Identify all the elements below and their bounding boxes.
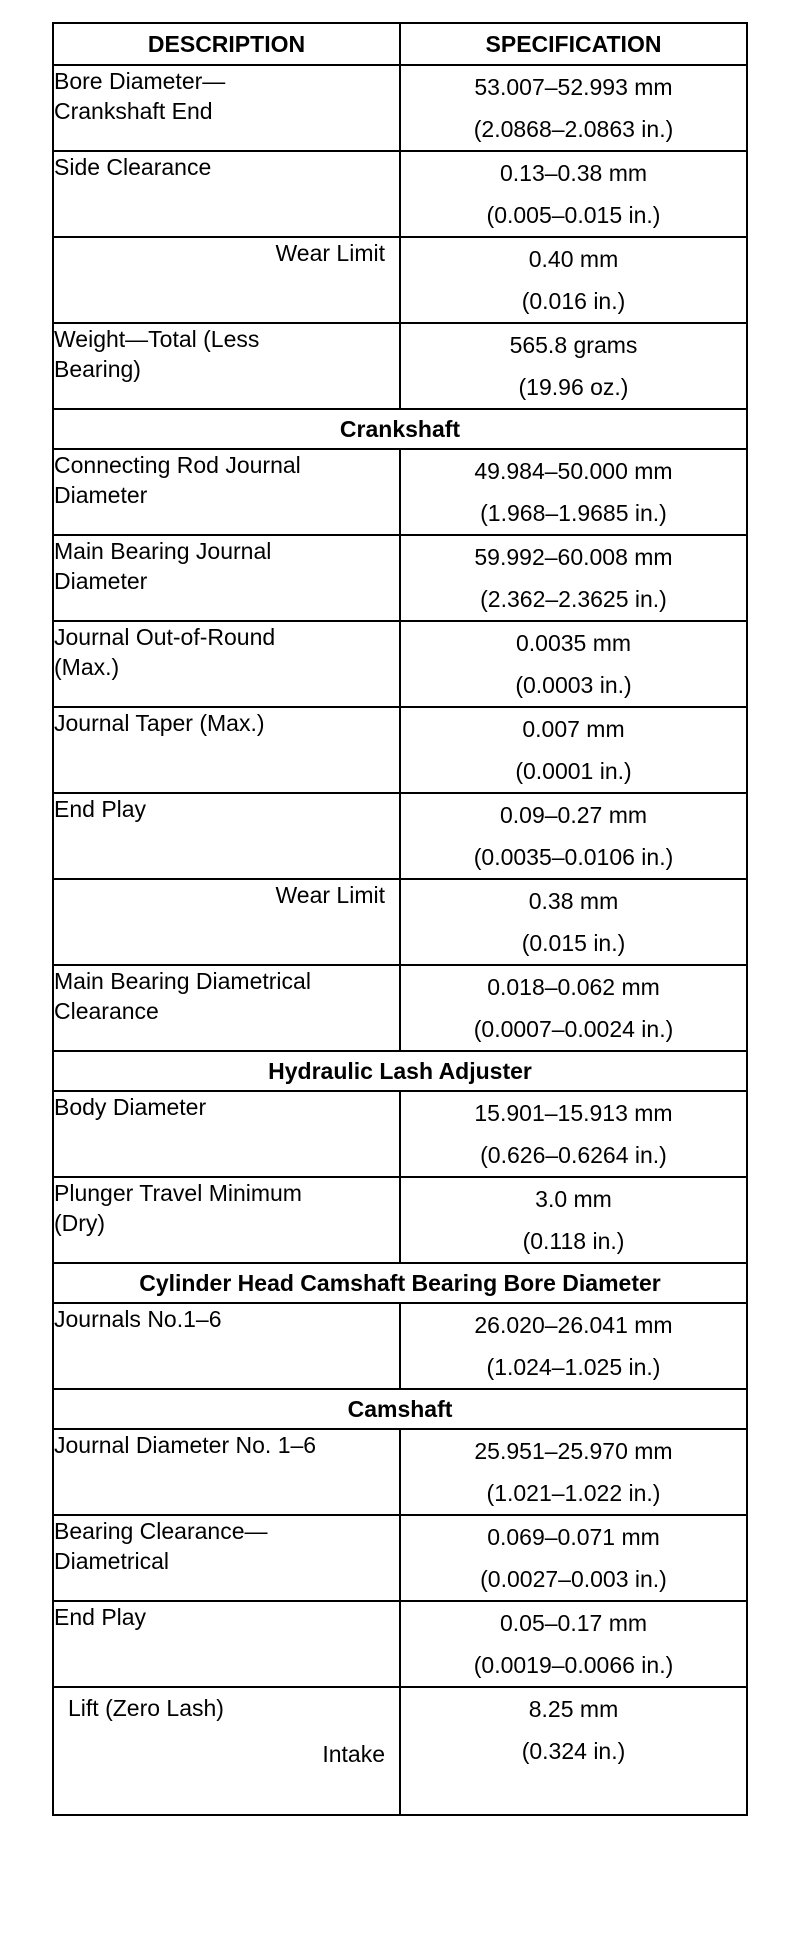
lift-label: Lift (Zero Lash) [68, 1695, 224, 1721]
imperial-value: (0.0003 in.) [515, 672, 632, 698]
table-row [53, 965, 747, 1051]
table-row [53, 535, 747, 621]
row-description: Main Bearing Diametrical Clearance [53, 965, 400, 1051]
row-specification [400, 449, 747, 535]
row-specification [400, 965, 747, 1051]
row-specification [400, 1515, 747, 1601]
metric-value: 26.020–26.041 mm [474, 1312, 673, 1338]
section-row [53, 1263, 747, 1303]
row-description: Main Bearing Journal Diameter [53, 535, 400, 621]
imperial-value: (0.626–0.6264 in.) [480, 1142, 667, 1168]
table-row [53, 879, 747, 965]
row-description: Weight—Total (Less Bearing) [53, 323, 400, 409]
table-row [53, 323, 747, 409]
table-row [53, 1687, 747, 1815]
description-header: DESCRIPTION [53, 23, 400, 65]
metric-value: 25.951–25.970 mm [474, 1438, 673, 1464]
metric-value: 0.018–0.062 mm [487, 974, 660, 1000]
table-row [53, 621, 747, 707]
row-specification [400, 621, 747, 707]
row-specification [400, 1091, 747, 1177]
metric-value: 0.38 mm [528, 888, 619, 914]
metric-value: 8.25 mm [528, 1696, 619, 1722]
section-heading-hydraulic-lash-adjuster: Hydraulic Lash Adjuster [53, 1051, 747, 1091]
section-row [53, 1051, 747, 1091]
row-specification [400, 879, 747, 965]
section-row [53, 409, 747, 449]
metric-value: 0.069–0.071 mm [487, 1524, 660, 1550]
imperial-value: (0.0007–0.0024 in.) [473, 1016, 674, 1042]
imperial-value: (0.0035–0.0106 in.) [473, 844, 674, 870]
row-description: End Play [53, 1601, 400, 1687]
metric-value: 0.007 mm [522, 716, 625, 742]
table-row [53, 707, 747, 793]
imperial-value: (0.0019–0.0066 in.) [473, 1652, 674, 1678]
imperial-value: (1.968–1.9685 in.) [480, 500, 667, 526]
imperial-value: (1.024–1.025 in.) [486, 1354, 661, 1380]
metric-value: 3.0 mm [535, 1186, 612, 1212]
section-heading-camshaft: Camshaft [53, 1389, 747, 1429]
table-header-row [53, 23, 747, 65]
imperial-value: (0.015 in.) [521, 930, 626, 956]
table-row [53, 1429, 747, 1515]
table-row [53, 65, 747, 151]
row-description: Journals No.1–6 [53, 1303, 400, 1389]
row-description: Connecting Rod Journal Diameter [53, 449, 400, 535]
row-description: Bearing Clearance— Diametrical [53, 1515, 400, 1601]
row-specification [400, 793, 747, 879]
row-description: Wear Limit [53, 879, 400, 965]
row-specification [400, 65, 747, 151]
table-row [53, 1515, 747, 1601]
row-description: Journal Taper (Max.) [53, 707, 400, 793]
row-description [53, 1687, 400, 1815]
row-specification [400, 535, 747, 621]
row-description: Body Diameter [53, 1091, 400, 1177]
table-row [53, 1601, 747, 1687]
row-specification [400, 1429, 747, 1515]
table-row [53, 1091, 747, 1177]
table-row [53, 237, 747, 323]
intake-label: Intake [322, 1741, 385, 1767]
imperial-value: (0.0027–0.003 in.) [480, 1566, 667, 1592]
row-specification [400, 1687, 747, 1815]
imperial-value: (2.0868–2.0863 in.) [473, 116, 674, 142]
imperial-value: (0.005–0.015 in.) [486, 202, 661, 228]
metric-value: 0.0035 mm [515, 630, 632, 656]
table-row [53, 1177, 747, 1263]
metric-value: 53.007–52.993 mm [474, 74, 673, 100]
row-description: Journal Out-of-Round (Max.) [53, 621, 400, 707]
specification-header: SPECIFICATION [400, 23, 747, 65]
metric-value: 0.13–0.38 mm [499, 160, 648, 186]
table-row [53, 793, 747, 879]
row-specification [400, 237, 747, 323]
row-description: Bore Diameter— Crankshaft End [53, 65, 400, 151]
metric-value: 49.984–50.000 mm [474, 458, 673, 484]
table-row [53, 151, 747, 237]
metric-value: 0.40 mm [528, 246, 619, 272]
specification-table [52, 22, 748, 1816]
imperial-value: (0.118 in.) [522, 1228, 625, 1254]
imperial-value: (0.324 in.) [521, 1738, 626, 1764]
row-specification [400, 151, 747, 237]
row-specification [400, 1303, 747, 1389]
imperial-value: (1.021–1.022 in.) [486, 1480, 661, 1506]
imperial-value: (19.96 oz.) [518, 374, 629, 400]
row-description: Wear Limit [53, 237, 400, 323]
row-specification [400, 707, 747, 793]
imperial-value: (2.362–2.3625 in.) [480, 586, 667, 612]
row-specification [400, 1177, 747, 1263]
row-specification [400, 323, 747, 409]
imperial-value: (0.0001 in.) [515, 758, 632, 784]
row-description: Journal Diameter No. 1–6 [53, 1429, 400, 1515]
row-description: Side Clearance [53, 151, 400, 237]
row-description: End Play [53, 793, 400, 879]
section-heading-camshaft-bearing-bore: Cylinder Head Camshaft Bearing Bore Diameter [53, 1263, 747, 1303]
table-row [53, 1303, 747, 1389]
metric-value: 565.8 grams [509, 332, 638, 358]
metric-value: 0.05–0.17 mm [499, 1610, 648, 1636]
imperial-value: (0.016 in.) [521, 288, 626, 314]
row-specification [400, 1601, 747, 1687]
metric-value: 0.09–0.27 mm [499, 802, 648, 828]
metric-value: 15.901–15.913 mm [474, 1100, 673, 1126]
row-description: Plunger Travel Minimum (Dry) [53, 1177, 400, 1263]
section-row [53, 1389, 747, 1429]
metric-value: 59.992–60.008 mm [474, 544, 673, 570]
table-row [53, 449, 747, 535]
section-heading-crankshaft: Crankshaft [53, 409, 747, 449]
